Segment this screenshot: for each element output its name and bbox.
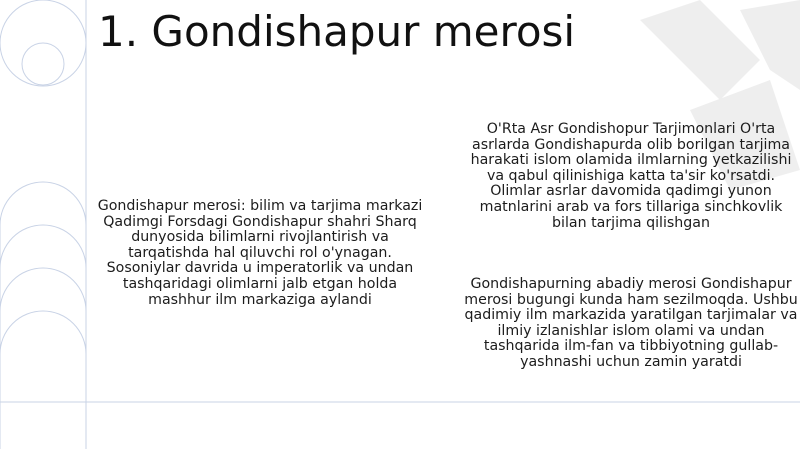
arc-left-1 [0,182,86,225]
right-bottom-paragraph: Gondishapurning abadiy merosi Gondishapur merosi bugungi kunda ham sezilmoqda. Ushbu qadimiy ilm markazida yaratilgan tarjimalar va ilmiy izlanishlar islom olami va undan tashqarida ilm-fan va tibbiyotning gullab-yashnashi uchun zamin yaratdi [464,276,798,370]
circle-small-top [22,43,64,85]
left-paragraph: Gondishapur merosi: bilim va tarjima markazi Qadimgi Forsdagi Gondishapur shahri Sharq dunyosida bilimlarni rivojlantirish va tarqatishda hal qiluvchi rol o'ynagan. Sosoniylar davrida u imperatorlik va undan tashqaridagi olimlarni jalb etgan holda mashhur ilm markaziga aylandi [97,198,423,308]
slide-title: 1. Gondishapur merosi [98,7,576,56]
arc-left-3 [0,268,86,311]
right-top-paragraph: O'Rta Asr Gondishopur Tarjimonlari O'rta asrlarda Gondishapurda olib borilgan tarjima harakati islom olamida ilmlarning yetkazilishi va qabul qilinishiga katta ta'sir ko'rsatdi. Olimlar asrlar davomida qadimgi yunon matnlarini arab va fors tillariga sinchkovlik bilan tarjima qilishgan [470,121,792,231]
arc-left-4 [0,311,86,354]
arc-left-2 [0,225,86,268]
